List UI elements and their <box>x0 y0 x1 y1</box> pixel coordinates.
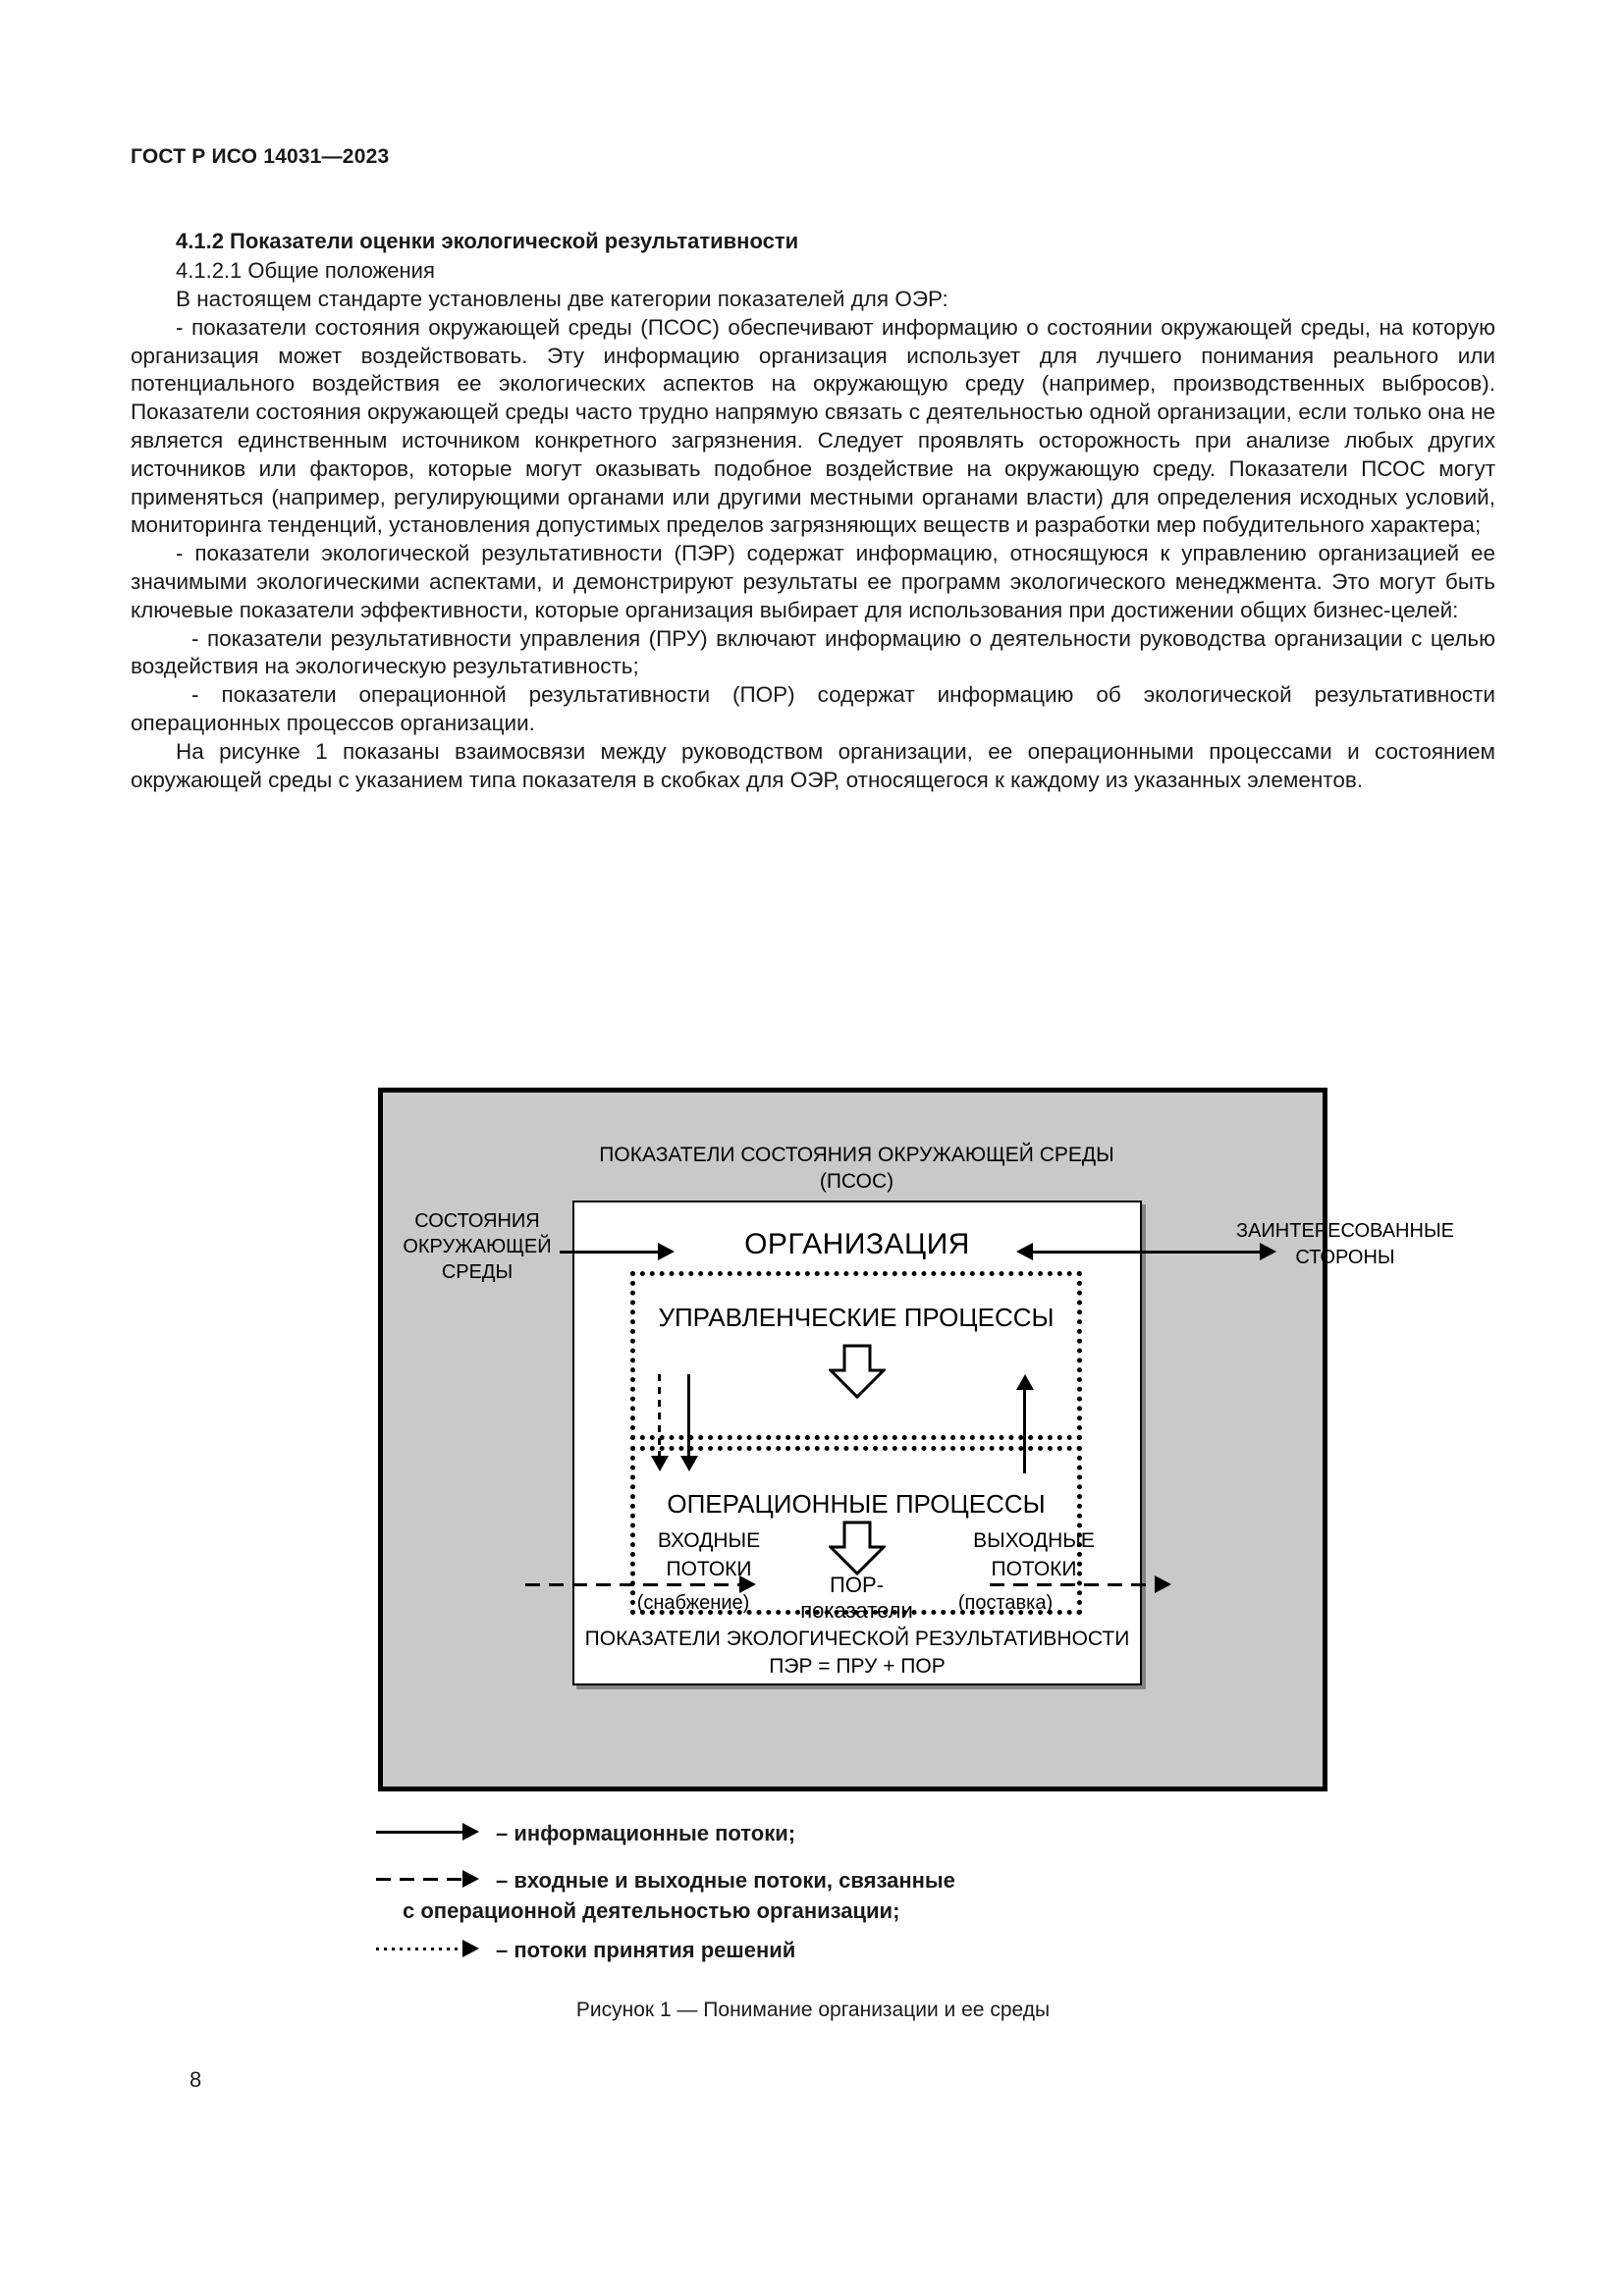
paragraph: - показатели состояния окружающей среды (ПСОС) обеспечивают информацию о состоянии окружающей среды, на которую организация может воздействовать. Эту информацию организация использует для лучшего понимания реального или потенциального воздействия ее экологических аспектов на окружающую среду (например, производственных выбросов). Показатели состояния окружающей среды часто трудно напрямую связать с деятельностью одной организации, если только она не является единственным источником конкретного загрязнения. Следует проявлять осторожность при анализе любых других источников или факторов, которые могут оказывать подобное воздействие на окружающую среду. Показатели ПСОС могут применяться (например, регулирующими органами или другими местными органами власти) для определения исходных условий, мониторинга тенденций, установления допустимых пределов загрязняющих веществ и разработки мер побудительного характера; <box>131 314 1495 538</box>
decision-flow-down-line <box>658 1374 661 1458</box>
supply-label: (снабжение) <box>636 1592 750 1614</box>
paragraph: - показатели операционной результативности (ПОР) содержат информацию об экологической результативности операционных процессов организации. <box>131 682 1495 735</box>
paragraph: - показатели результативности управления (ПРУ) включают информацию о деятельности руководства организации с целью воздействия на экологическую результативность; <box>131 625 1495 679</box>
figure-1-diagram <box>378 1088 1454 1791</box>
input-flow-dashed-line <box>525 1583 739 1586</box>
solid-arrow-icon <box>376 1818 482 1848</box>
input-flows-label: ВХОДНЫЕ ПОТОКИ <box>657 1529 761 1580</box>
dashed-arrow-icon <box>376 1865 482 1896</box>
por-indicators-label: ПОР-показатели <box>800 1573 913 1623</box>
document-header: ГОСТ Р ИСО 14031—2023 <box>131 145 390 168</box>
figure-title-line2: (ПСОС) <box>819 1170 894 1193</box>
section-heading: 4.1.2 Показатели оценки экологической результативности <box>176 229 799 253</box>
arrow-right-icon <box>1260 1243 1276 1260</box>
paragraph: На рисунке 1 показаны взаимосвязи между руководством организации, ее операционными процессами и состоянием окружающей среды с указанием типа показателя в скобках для ОЭР, относящегося к каждому из указанных элементов. <box>131 738 1495 792</box>
organization-title: ОРГАНИЗАЦИЯ <box>744 1228 970 1260</box>
arrow-right-icon <box>658 1243 675 1260</box>
arrow-down-icon <box>680 1456 698 1471</box>
stakeholders-label: ЗАИНТЕРЕСОВАННЫЕ СТОРОНЫ <box>1236 1220 1454 1268</box>
epi-title: ПОКАЗАТЕЛИ ЭКОЛОГИЧЕСКОЙ РЕЗУЛЬТАТИВНОСТИ <box>584 1628 1130 1650</box>
dotted-arrow-icon <box>376 1935 482 1965</box>
output-flow-dashed-line <box>990 1583 1155 1586</box>
env-to-org-line <box>560 1251 658 1254</box>
block-arrow-down-icon <box>829 1521 886 1575</box>
page-number: 8 <box>189 2067 202 2092</box>
legend-item-decision-flows: – потоки принятия решений <box>376 1935 1122 1965</box>
block-arrow-down-icon <box>829 1344 886 1399</box>
figure-legend <box>376 1818 1122 1965</box>
info-flow-down-line <box>687 1374 690 1458</box>
legend-item-information-flows: – информационные потоки; <box>376 1818 1122 1848</box>
info-flow-up-line <box>1023 1388 1026 1473</box>
operational-processes-label: ОПЕРАЦИОННЫЕ ПРОЦЕССЫ <box>667 1489 1046 1519</box>
subsection-heading: 4.1.2.1 Общие положения <box>176 258 435 283</box>
output-flows-label: ВЫХОДНЫЕ ПОТОКИ <box>973 1529 1095 1580</box>
org-stakeholders-line <box>1031 1251 1262 1254</box>
delivery-label: (поставка) <box>957 1592 1054 1614</box>
text-column <box>131 229 1495 794</box>
figure-title-line1: ПОКАЗАТЕЛИ СОСТОЯНИЯ ОКРУЖАЮЩЕЙ СРЕДЫ <box>599 1144 1114 1166</box>
epi-formula: ПЭР = ПРУ + ПОР <box>769 1655 946 1678</box>
arrow-right-icon <box>739 1575 756 1593</box>
figure-title <box>530 1142 1183 1195</box>
legend-item-io-flows: – входные и выходные потоки, связанные с операционной деятельностью организации; <box>376 1865 1122 1926</box>
environment-condition-label: СОСТОЯНИЯ ОКРУЖАЮЩЕЙ СРЕДЫ <box>403 1210 552 1283</box>
arrow-down-icon <box>651 1456 669 1471</box>
figure-caption: Рисунок 1 — Понимание организации и ее среды <box>575 1999 1051 2021</box>
paragraph: - показатели экологической результативности (ПЭР) содержат информацию, относящуюся к управлению организацией ее значимыми экологическими аспектами, и демонстрируют результаты ее программ экологического менеджмента. Это могут быть ключевые показатели эффективности, которые организация выбирает для использования при достижении общих бизнес-целей: <box>131 541 1495 622</box>
arrow-right-icon <box>1155 1575 1171 1593</box>
management-processes-label: УПРАВЛЕНЧЕСКИЕ ПРОЦЕССЫ <box>658 1303 1055 1332</box>
paragraph: В настоящем стандарте установлены две категории показателей для ОЭР: <box>176 287 948 311</box>
